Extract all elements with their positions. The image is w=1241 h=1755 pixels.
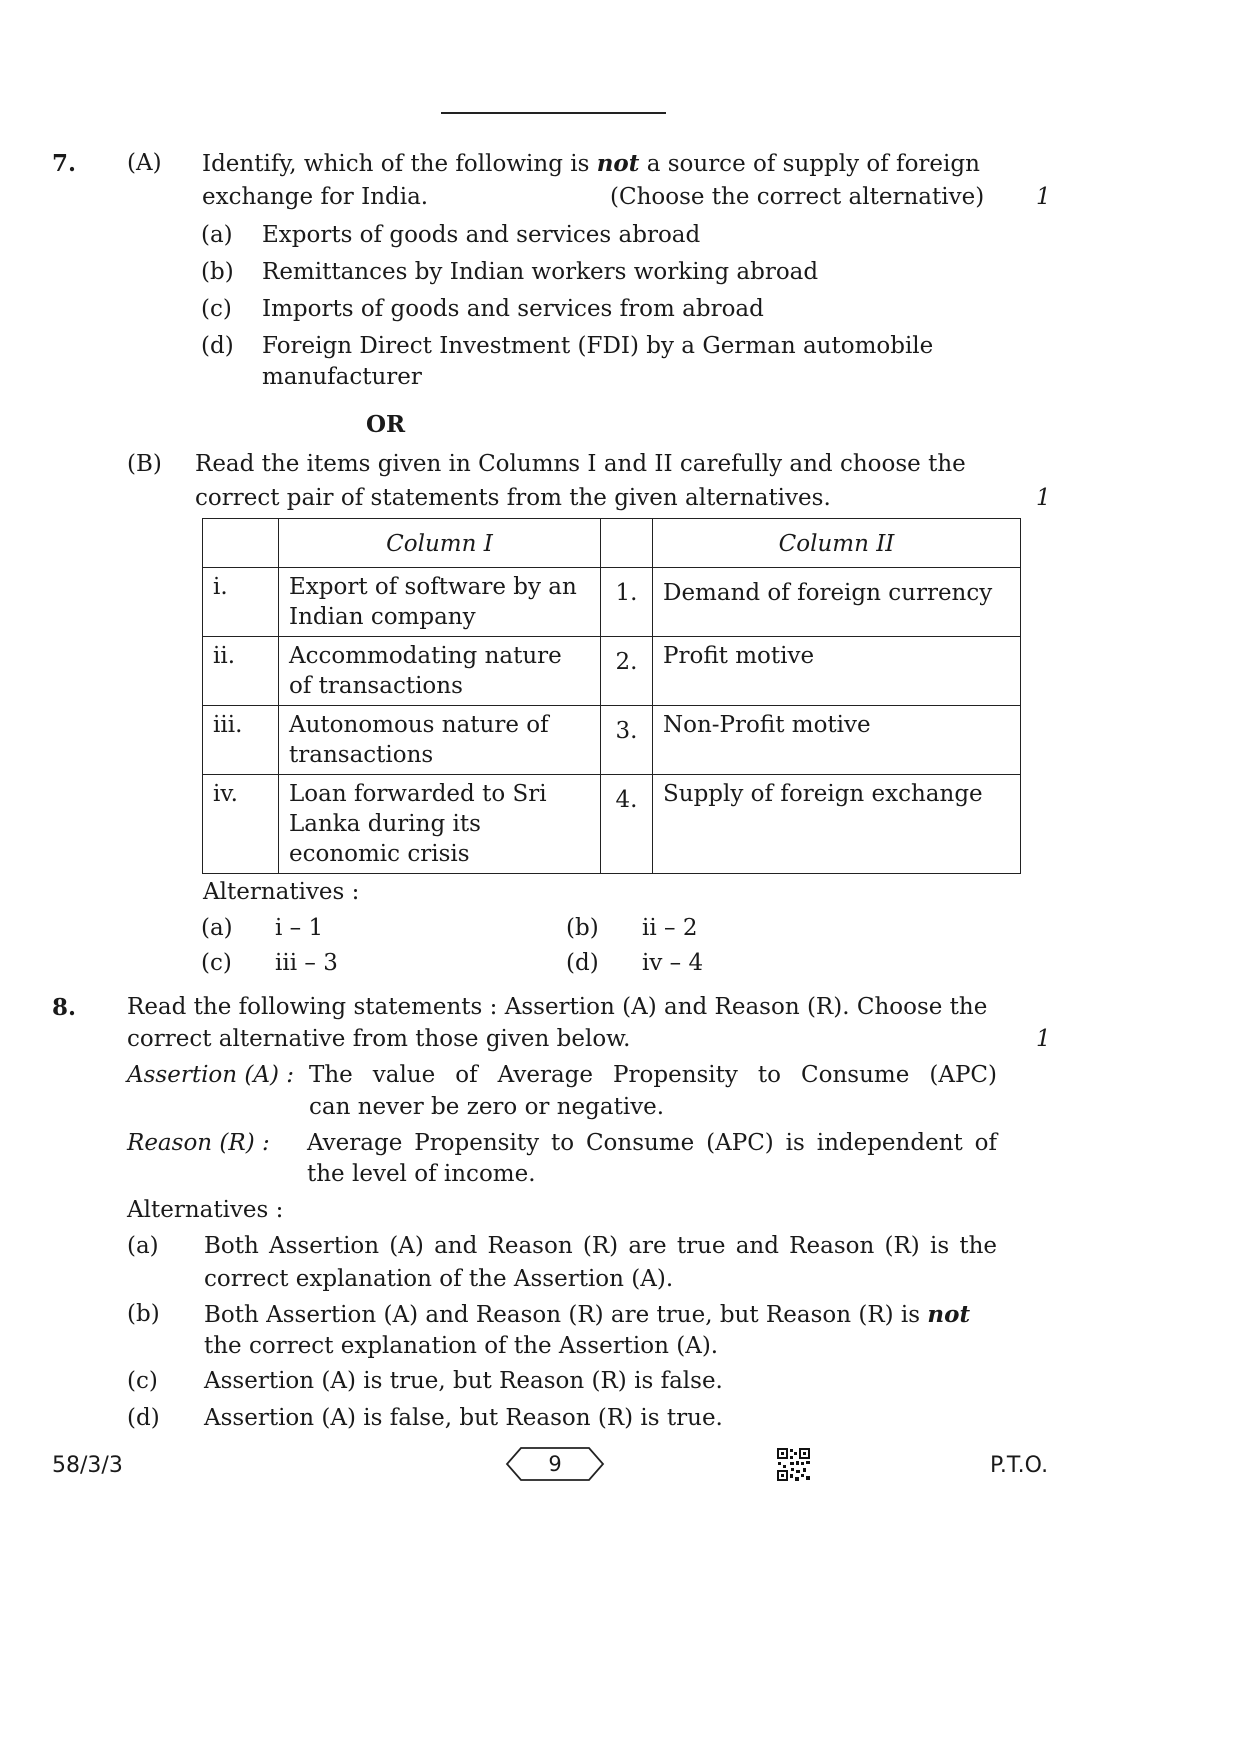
column-i-cell: Autonomous nature of transactions <box>279 706 601 775</box>
table-row <box>203 775 1021 874</box>
q8-option-a-line2: correct explanation of the Assertion (A). <box>204 1266 674 1292</box>
pto-label: P.T.O. <box>990 1453 1049 1478</box>
q7b-alt-c-label: (c) <box>201 950 232 976</box>
q8-option-b-label: (b) <box>127 1301 160 1327</box>
row-number: 4. <box>601 775 653 874</box>
q7b-alt-b-label: (b) <box>566 915 599 941</box>
row-roman: iv. <box>203 775 279 874</box>
reason-line2: the level of income. <box>307 1161 536 1187</box>
part-a-label: (A) <box>127 150 162 176</box>
column-ii-cell: Supply of foreign exchange <box>653 775 1021 874</box>
q8-line1: Read the following statements : Assertion (A) and Reason (R). Choose the <box>127 994 988 1020</box>
q7a-option-c-label: (c) <box>201 296 232 322</box>
q8-option-d-label: (d) <box>127 1405 160 1431</box>
assertion-line2: can never be zero or negative. <box>309 1094 665 1120</box>
or-separator: OR <box>366 411 406 438</box>
column-ii-cell: Demand of foreign currency <box>653 568 1021 637</box>
page-number-badge <box>505 1446 605 1482</box>
reason-line1: Average Propensity to Consume (APC) is independent of <box>307 1130 997 1156</box>
q7a-option-d-text: Foreign Direct Investment (FDI) by a German automobile <box>262 333 934 359</box>
q7b-alt-d-text: iv – 4 <box>642 950 704 976</box>
column-i-cell: Export of software by an Indian company <box>279 568 601 637</box>
q8-option-a-label: (a) <box>127 1233 159 1259</box>
table-header-blank <box>601 519 653 568</box>
q7b-alternatives-label: Alternatives : <box>203 879 360 905</box>
column-i-cell: Accommodating nature of transactions <box>279 637 601 706</box>
row-roman: iii. <box>203 706 279 775</box>
q7b-line2: correct pair of statements from the given alternatives. <box>195 485 831 511</box>
q7a-option-b-label: (b) <box>201 259 234 285</box>
qr-code-icon <box>777 1448 810 1481</box>
row-number: 2. <box>601 637 653 706</box>
q7b-alt-b-text: ii – 2 <box>642 915 698 941</box>
column-i-header: Column I <box>279 519 601 568</box>
table-header-blank <box>203 519 279 568</box>
table-row <box>203 568 1021 637</box>
q7a-option-d-label: (d) <box>201 333 234 359</box>
row-roman: i. <box>203 568 279 637</box>
q7a-option-c-text: Imports of goods and services from abroad <box>262 296 764 322</box>
q8-marks: 1 <box>1036 1026 1051 1052</box>
q7b-alt-a-label: (a) <box>201 915 233 941</box>
row-number: 1. <box>601 568 653 637</box>
assertion-line1: The value of Average Propensity to Consume (APC) <box>309 1062 997 1088</box>
question-number-7: 7. <box>52 150 77 177</box>
q7b-alt-c-text: iii – 3 <box>275 950 338 976</box>
q7b-marks: 1 <box>1036 485 1051 511</box>
row-roman: ii. <box>203 637 279 706</box>
q7a-option-a-label: (a) <box>201 222 233 248</box>
q7a-instruction: (Choose the correct alternative) <box>610 184 985 210</box>
row-number: 3. <box>601 706 653 775</box>
column-i-cell: Loan forwarded to Sri Lanka during its economic crisis <box>279 775 601 874</box>
column-ii-cell: Profit motive <box>653 637 1021 706</box>
q7b-alt-a-text: i – 1 <box>275 915 324 941</box>
paper-code: 58/3/3 <box>52 1453 123 1478</box>
q8-option-d-line1: Assertion (A) is false, but Reason (R) is true. <box>204 1405 723 1431</box>
q7a-option-b-text: Remittances by Indian workers working abroad <box>262 259 819 285</box>
q7a-marks: 1 <box>1036 184 1051 210</box>
table-header-row <box>203 519 1021 568</box>
table-row <box>203 706 1021 775</box>
q7a-line2: exchange for India. <box>202 184 429 210</box>
q8-alternatives-label: Alternatives : <box>127 1197 284 1223</box>
part-b-label: (B) <box>127 451 162 477</box>
assertion-label: Assertion (A) : <box>127 1062 295 1088</box>
table-row <box>203 637 1021 706</box>
column-ii-cell: Non-Profit motive <box>653 706 1021 775</box>
q7a-option-d-text2: manufacturer <box>262 364 422 390</box>
separator-line <box>441 112 666 114</box>
q7b-line1: Read the items given in Columns I and II carefully and choose the <box>195 451 966 477</box>
page-number: 9 <box>548 1452 562 1476</box>
q7b-alt-d-label: (d) <box>566 950 599 976</box>
q7a-option-a-text: Exports of goods and services abroad <box>262 222 701 248</box>
q7a-line1: Identify, which of the following is not a source of supply of foreign <box>202 150 980 177</box>
column-ii-header: Column II <box>653 519 1021 568</box>
columns-table <box>202 518 1021 874</box>
q8-option-c-line1: Assertion (A) is true, but Reason (R) is false. <box>204 1368 723 1394</box>
reason-label: Reason (R) : <box>127 1130 270 1156</box>
q8-option-b-line1: Both Assertion (A) and Reason (R) are true, but Reason (R) is not <box>204 1301 971 1328</box>
q8-option-c-label: (c) <box>127 1368 158 1394</box>
q8-option-b-line2: the correct explanation of the Assertion (A). <box>204 1333 719 1359</box>
question-number-8: 8. <box>52 994 77 1021</box>
q8-option-a-line1: Both Assertion (A) and Reason (R) are true and Reason (R) is the <box>204 1233 997 1259</box>
q8-line2: correct alternative from those given below. <box>127 1026 631 1052</box>
